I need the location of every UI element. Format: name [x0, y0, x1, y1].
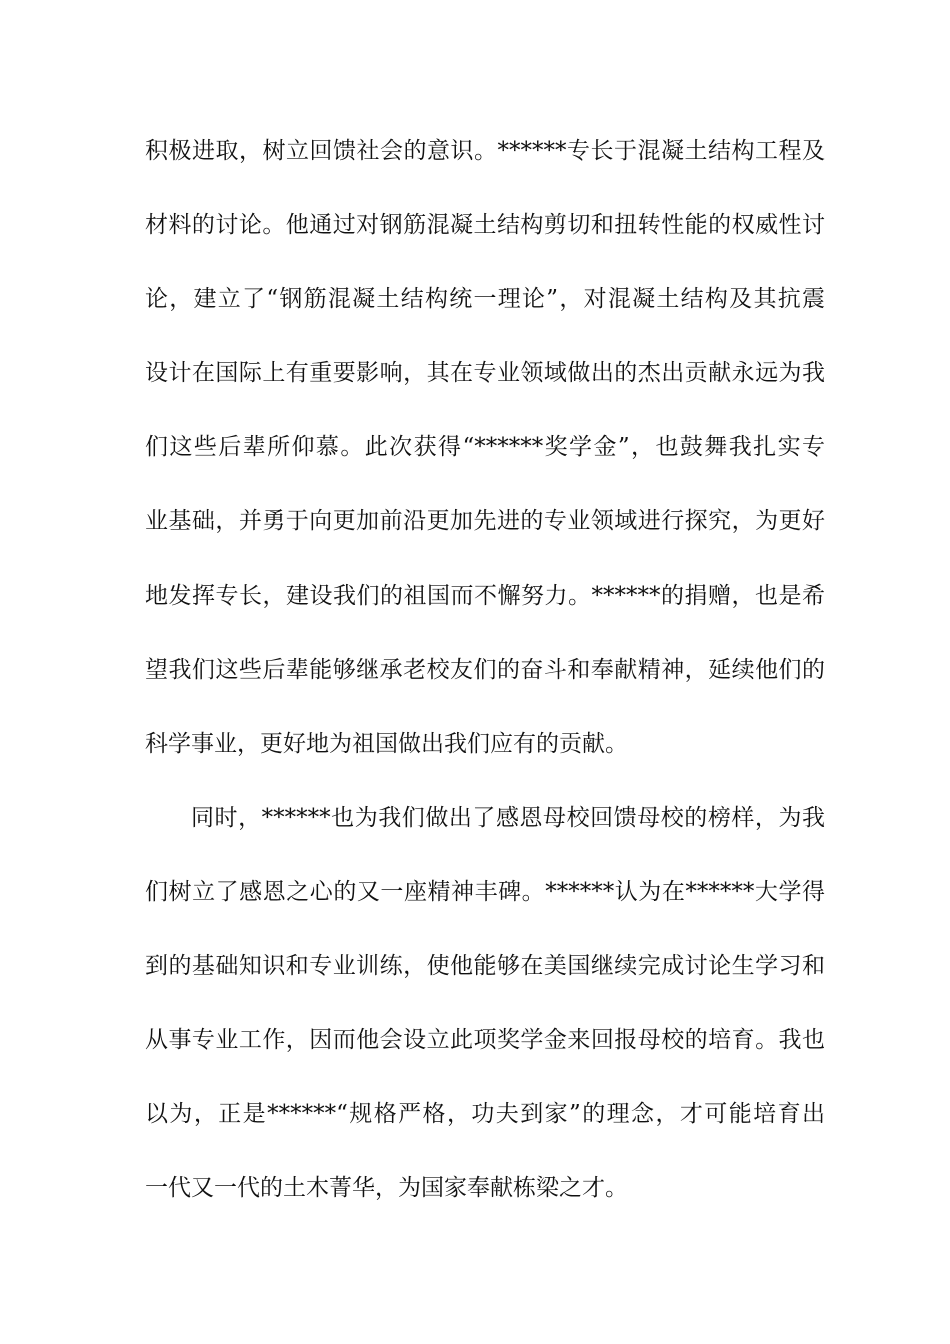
- text-line: 业基础，并勇于向更加前沿更加先进的专业领域进行探究，为更好: [145, 508, 825, 535]
- body-text: [145, 128, 825, 1239]
- text-line: 科学事业，更好地为祖国做出我们应有的贡献。: [145, 730, 628, 757]
- text-line: 以为，正是******“规格严格，功夫到家”的理念，才可能培育出: [145, 1101, 825, 1128]
- text-line: 从事专业工作，因而他会设立此项奖学金来回报母校的培育。我也: [145, 1027, 825, 1054]
- text-line: 一代又一代的土木菁华，为国家奉献栋梁之才。: [145, 1175, 628, 1202]
- text-line: 到的基础知识和专业训练，使他能够在美国继续完成讨论生学习和: [145, 953, 825, 980]
- text-line: 望我们这些后辈能够继承老校友们的奋斗和奉献精神，延续他们的: [145, 656, 825, 683]
- text-line: 地发挥专长，建设我们的祖国而不懈努力。******的捐赠，也是希: [145, 582, 825, 609]
- text-line: 设计在国际上有重要影响，其在专业领域做出的杰出贡献永远为我: [145, 360, 825, 387]
- text-line: 积极进取，树立回馈社会的意识。******专长于混凝土结构工程及: [145, 138, 825, 164]
- text-line: 们这些后辈所仰慕。此次获得“******奖学金”，也鼓舞我扎实专: [145, 434, 825, 461]
- text-line: 材料的讨论。他通过对钢筋混凝土结构剪切和扭转性能的权威性讨: [145, 212, 825, 239]
- text-line: 论，建立了“钢筋混凝土结构统一理论”，对混凝土结构及其抗震: [145, 286, 825, 313]
- text-line: 同时，******也为我们做出了感恩母校回馈母校的榜样，为我: [191, 804, 825, 831]
- text-line: 们树立了感恩之心的又一座精神丰碑。******认为在******大学得: [145, 878, 825, 905]
